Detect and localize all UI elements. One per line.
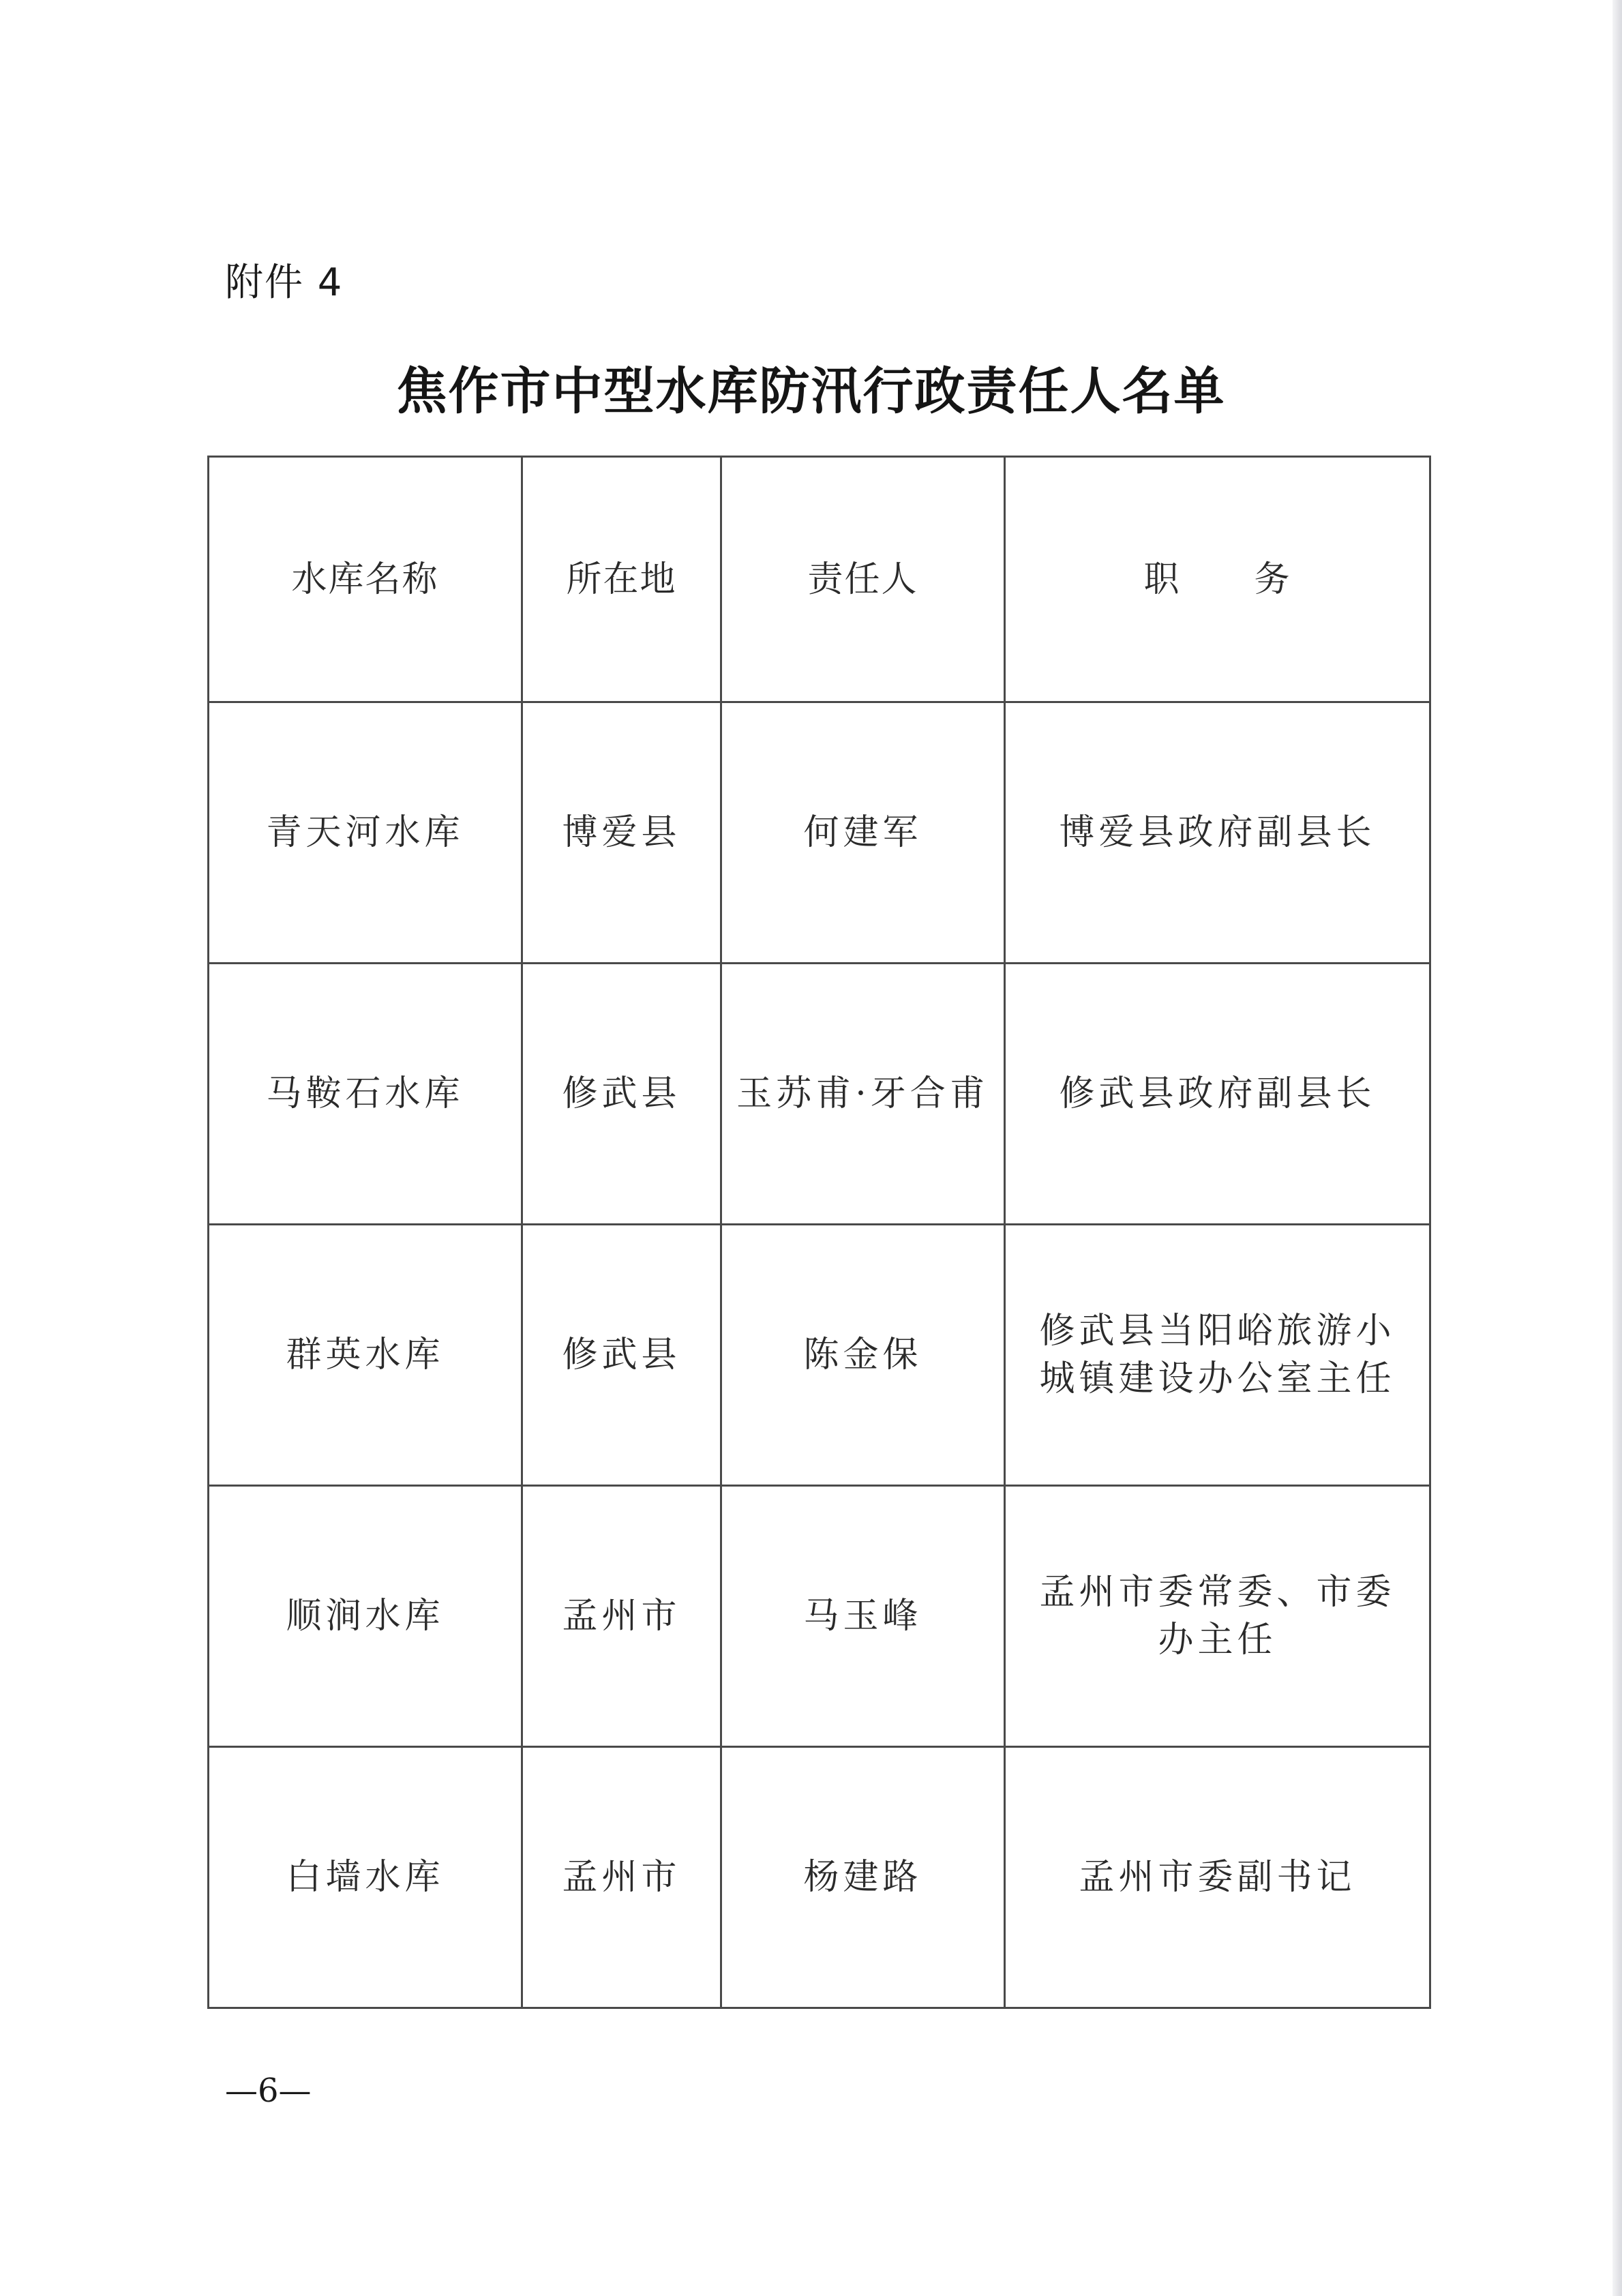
- location-cell: 修武县: [522, 964, 721, 1225]
- person-cell: 何建军: [721, 702, 1005, 964]
- header-responsible-person: 责任人: [721, 457, 1005, 702]
- person-cell: 马玉峰: [721, 1486, 1005, 1747]
- table-row: [209, 1225, 1430, 1486]
- table-header-row: [209, 457, 1430, 702]
- location-cell: 孟州市: [522, 1486, 721, 1747]
- person-cell: 陈金保: [721, 1225, 1005, 1486]
- reservoir-name-cell: 群英水库: [209, 1225, 522, 1486]
- header-location: 所在地: [522, 457, 721, 702]
- reservoir-name-cell: 顺涧水库: [209, 1486, 522, 1747]
- location-cell: 博爱县: [522, 702, 721, 964]
- person-cell: 玉苏甫·牙合甫: [721, 964, 1005, 1225]
- reservoir-name-cell: 青天河水库: [209, 702, 522, 964]
- attachment-label: 附件 4: [225, 260, 344, 305]
- duty-cell: 修武县当阳峪旅游小城镇建设办公室主任: [1005, 1225, 1430, 1486]
- header-duty: 职 务: [1005, 457, 1430, 702]
- page-number: —6—: [225, 2072, 312, 2110]
- responsibility-table: [207, 456, 1429, 2008]
- table-row: [209, 1486, 1430, 1747]
- duty-cell: 孟州市委副书记: [1005, 1747, 1430, 2008]
- table-row: [209, 1747, 1430, 2008]
- location-cell: 孟州市: [522, 1747, 721, 2008]
- table-row: [209, 964, 1430, 1225]
- scan-edge: [1612, 0, 1622, 2296]
- location-cell: 修武县: [522, 1225, 721, 1486]
- duty-cell: 修武县政府副县长: [1005, 964, 1430, 1225]
- person-cell: 杨建路: [721, 1747, 1005, 2008]
- header-reservoir-name: 水库名称: [209, 457, 522, 702]
- table-row: [209, 702, 1430, 964]
- duty-cell: 博爱县政府副县长: [1005, 702, 1430, 964]
- reservoir-name-cell: 马鞍石水库: [209, 964, 522, 1225]
- duty-cell: 孟州市委常委、市委办主任: [1005, 1486, 1430, 1747]
- reservoir-name-cell: 白墙水库: [209, 1747, 522, 2008]
- document-title: 焦作市中型水库防汛行政责任人名单: [396, 362, 1226, 421]
